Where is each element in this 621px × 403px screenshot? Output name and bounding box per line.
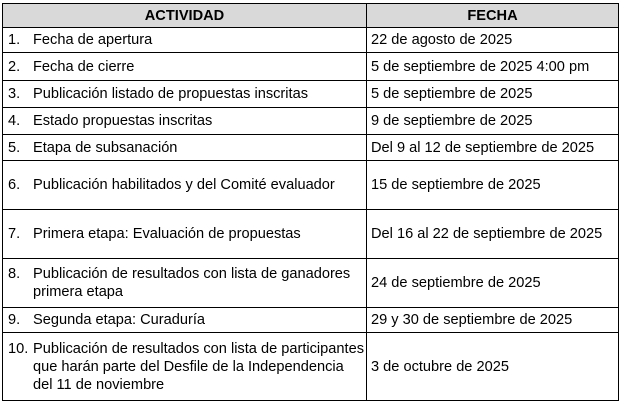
activity-column-header: ACTIVIDAD — [3, 4, 367, 28]
row-number: 9. — [8, 312, 21, 328]
date-cell: 5 de septiembre de 2025 4:00 pm — [367, 53, 619, 81]
activity-text: Publicación de resultados con lista de ganadores primera etapa — [33, 266, 351, 300]
row-number: 8. — [8, 266, 21, 282]
table-row — [3, 28, 619, 53]
row-number: 5. — [8, 139, 21, 156]
activity-text: Publicación listado de propuestas inscritas — [33, 86, 309, 102]
activity-cell — [3, 53, 367, 81]
activity-text: Publicación habilitados y del Comité evaluador — [33, 177, 335, 193]
header-row — [3, 4, 619, 28]
activity-text: Segunda etapa: Curaduría — [33, 312, 206, 328]
table-row — [3, 308, 619, 333]
activity-text: Publicación de resultados con lista de participantes que harán parte del Desfile de la Independencia del 11 de noviembre — [33, 340, 364, 393]
activity-text: Fecha de apertura — [33, 32, 153, 48]
table-row — [3, 210, 619, 259]
activity-cell — [3, 210, 367, 259]
table-row — [3, 53, 619, 81]
table-row — [3, 108, 619, 135]
table-row — [3, 135, 619, 161]
activity-cell — [3, 28, 367, 53]
date-cell: Del 9 al 12 de septiembre de 2025 — [367, 135, 619, 161]
table-row — [3, 259, 619, 308]
row-number: 7. — [8, 226, 21, 242]
activity-cell — [3, 81, 367, 108]
activity-text: Primera etapa: Evaluación de propuestas — [33, 226, 301, 242]
row-number: 3. — [8, 86, 21, 102]
activity-text: Estado propuestas inscritas — [33, 113, 213, 129]
date-cell: 3 de octubre de 2025 — [367, 333, 619, 401]
activity-text: Fecha de cierre — [33, 58, 135, 75]
activity-cell — [3, 135, 367, 161]
row-number: 6. — [8, 177, 21, 193]
date-column-header: FECHA — [367, 4, 619, 28]
table-row — [3, 81, 619, 108]
schedule-table — [2, 3, 619, 401]
date-cell: 24 de septiembre de 2025 — [367, 259, 619, 308]
activity-cell — [3, 308, 367, 333]
activity-cell — [3, 333, 367, 401]
activity-cell — [3, 108, 367, 135]
date-cell: 5 de septiembre de 2025 — [367, 81, 619, 108]
activity-cell — [3, 259, 367, 308]
row-number: 10. — [8, 340, 29, 357]
date-cell: 15 de septiembre de 2025 — [367, 161, 619, 210]
row-number: 1. — [8, 32, 21, 48]
date-cell: Del 16 al 22 de septiembre de 2025 — [367, 210, 619, 259]
row-number: 2. — [8, 58, 21, 75]
activity-text: Etapa de subsanación — [33, 139, 178, 156]
activity-cell — [3, 161, 367, 210]
table-row — [3, 161, 619, 210]
date-cell: 29 y 30 de septiembre de 2025 — [367, 308, 619, 333]
table-row — [3, 333, 619, 401]
date-cell: 9 de septiembre de 2025 — [367, 108, 619, 135]
row-number: 4. — [8, 113, 21, 129]
date-cell: 22 de agosto de 2025 — [367, 28, 619, 53]
